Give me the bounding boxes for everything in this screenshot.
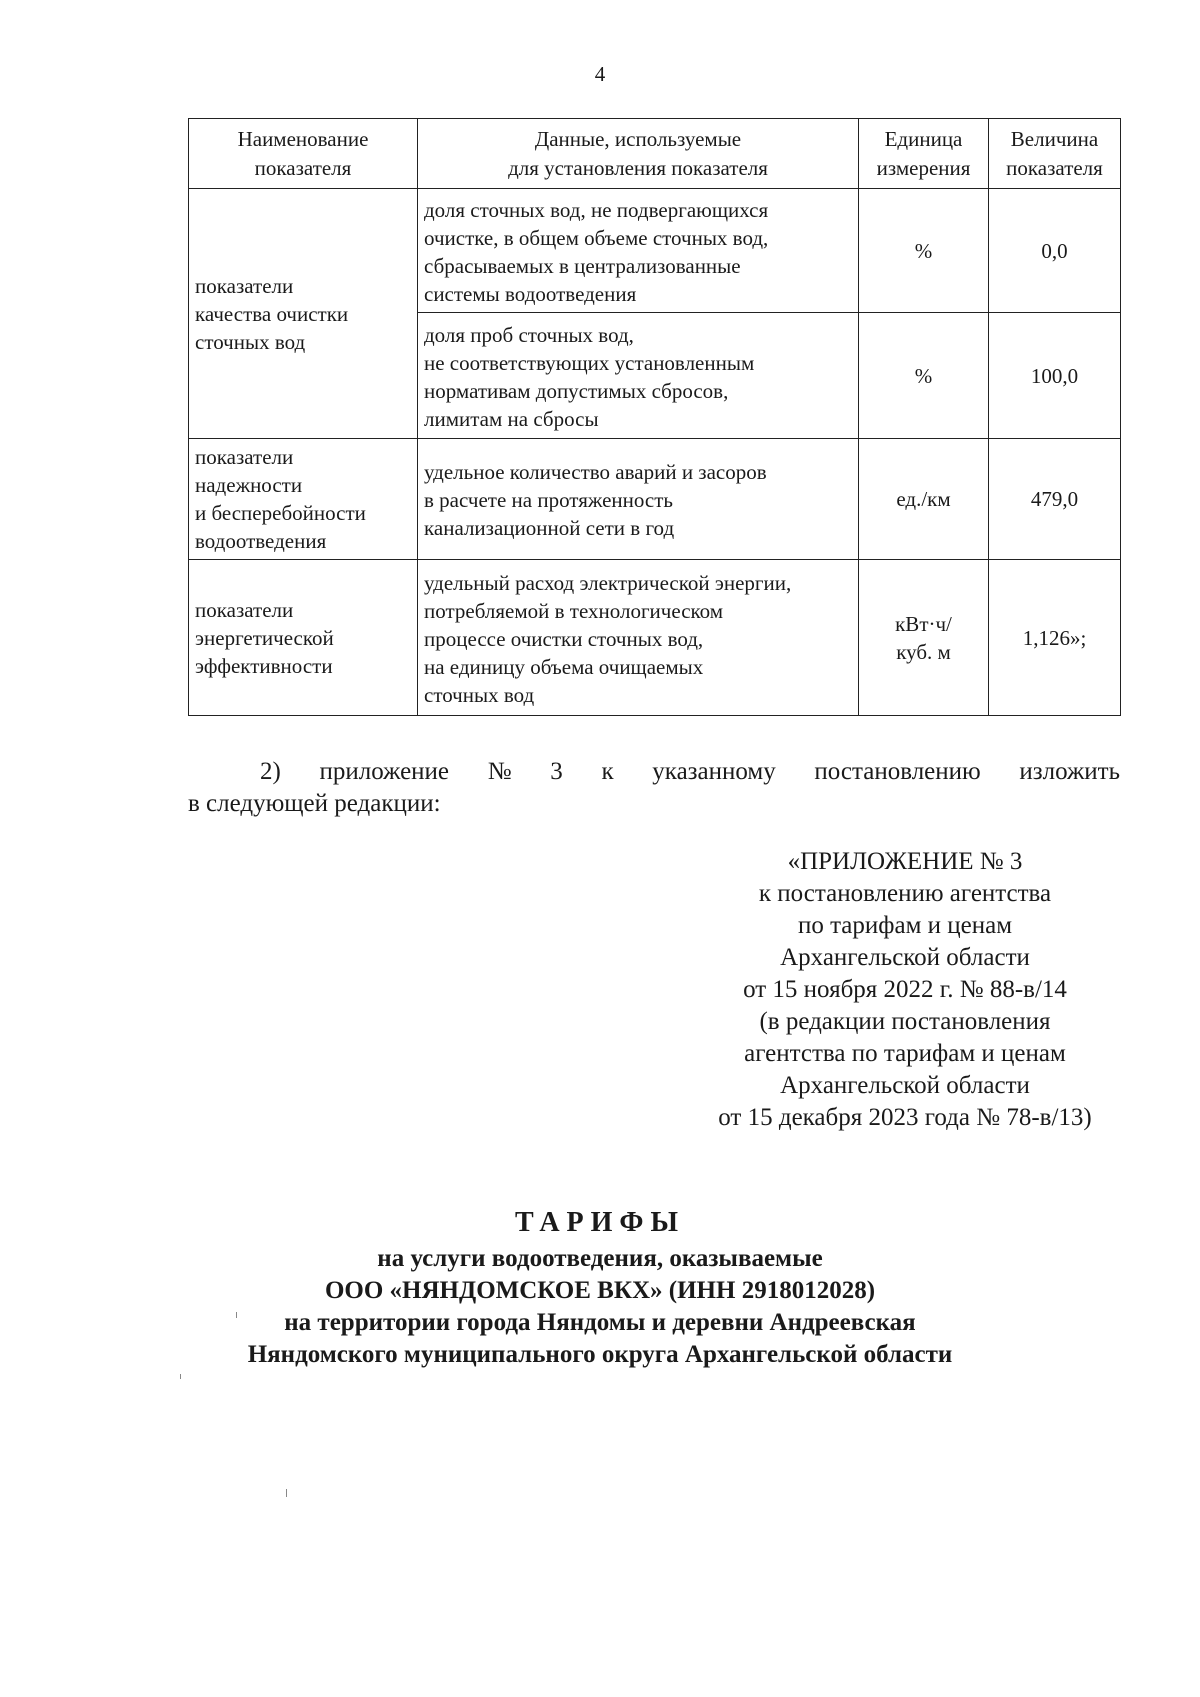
indicator-value-cell: 100,0 bbox=[989, 313, 1121, 439]
indicator-unit-cell: % bbox=[859, 189, 989, 313]
indicator-data-cell: удельный расход электрической энергии, потребляемой в технологическом процессе очистки сточных вод, на единицу объема очищаемых сточных вод bbox=[418, 560, 859, 716]
indicator-data-cell: удельное количество аварий и засоров в расчете на протяженность канализационной сети в год bbox=[418, 439, 859, 560]
indicator-unit-cell: % bbox=[859, 313, 989, 439]
table-row bbox=[189, 560, 1121, 716]
indicators-table bbox=[188, 118, 1121, 716]
scan-speck bbox=[286, 1489, 287, 1497]
scan-speck bbox=[180, 1374, 181, 1379]
indicator-value-cell: 1,126»; bbox=[989, 560, 1121, 716]
indicator-value-cell: 0,0 bbox=[989, 189, 1121, 313]
header-data-used: Данные, используемые для установления показателя bbox=[418, 119, 859, 189]
indicator-unit-cell: кВт·ч/ куб. м bbox=[859, 560, 989, 716]
header-indicator-name: Наименование показателя bbox=[189, 119, 418, 189]
tariffs-title: ТАРИФЫ bbox=[515, 1207, 685, 1238]
indicator-group-name: показатели надежности и бесперебойности водоотведения bbox=[189, 439, 418, 560]
indicator-unit-cell: ед./км bbox=[859, 439, 989, 560]
page-number: 4 bbox=[594, 62, 606, 86]
table-header-row bbox=[189, 119, 1121, 189]
indicator-data-cell: доля проб сточных вод, не соответствующих установленным нормативам допустимых сбросов, лимитам на сбросы bbox=[418, 313, 859, 439]
table-row bbox=[189, 189, 1121, 313]
indicator-value-cell: 479,0 bbox=[989, 439, 1121, 560]
scan-speck bbox=[236, 1312, 237, 1318]
appendix-header: «ПРИЛОЖЕНИЕ № 3 к постановлению агентства по тарифам и ценам Архангельской области от 15 ноября 2022 г. № 88-в/14 (в редакции постановления агентства по тарифам и ценам Архангельской области от 15 декабря 2023 года № 78-в/13) bbox=[718, 848, 1092, 1131]
tariffs-heading: ТАРИФЫ на услуги водоотведения, оказываемые ООО «НЯНДОМСКОЕ ВКХ» (ИНН 2918012028) на территории города Няндомы и деревни Андреевская Няндомского муниципального округа Архангельской области bbox=[0, 1207, 1200, 1371]
indicator-data-cell: доля сточных вод, не подвергающихся очистке, в общем объеме сточных вод, сбрасываемых в централизованные системы водоотведения bbox=[418, 189, 859, 313]
indicator-group-name: показатели энергетической эффективности bbox=[189, 560, 418, 716]
table-row bbox=[189, 439, 1121, 560]
amendment-paragraph-line2: в следующей редакции: bbox=[188, 790, 441, 817]
header-unit: Единица измерения bbox=[859, 119, 989, 189]
indicator-group-name: показатели качества очистки сточных вод bbox=[189, 189, 418, 439]
header-value: Величина показателя bbox=[989, 119, 1121, 189]
amendment-paragraph-line1: 2) приложение № 3 к указанному постановлению изложить bbox=[260, 758, 1120, 785]
